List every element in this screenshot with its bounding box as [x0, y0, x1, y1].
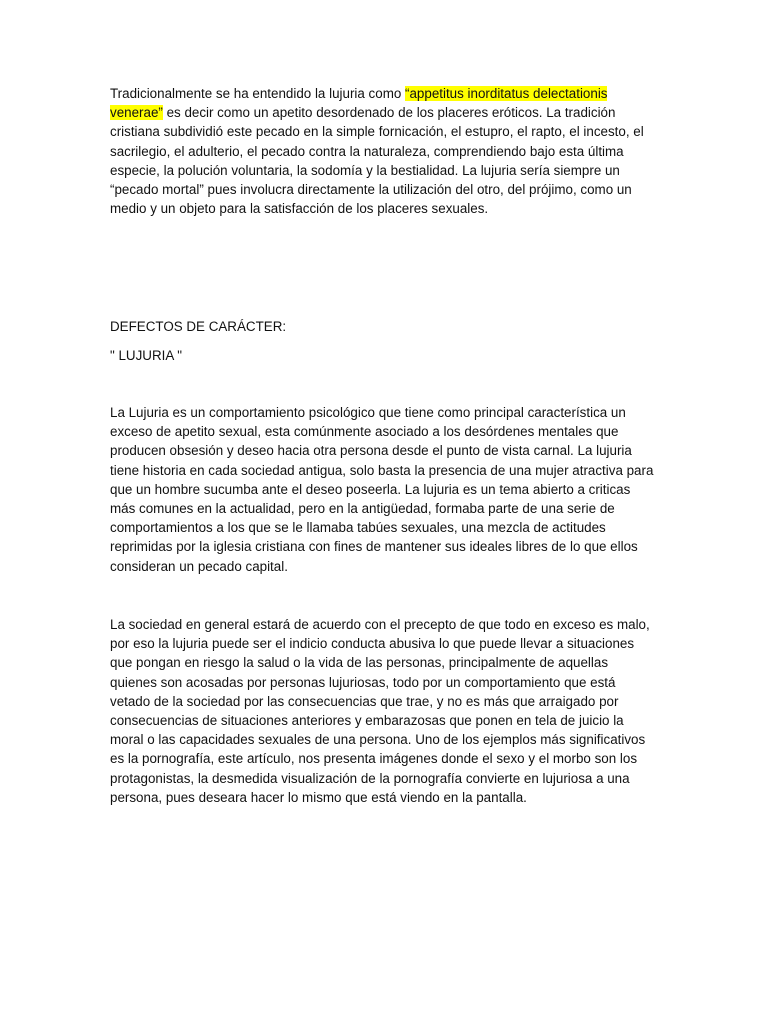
intro-paragraph — [110, 84, 658, 218]
lujuria-definition-paragraph: La Lujuria es un comportamiento psicológico que tiene como principal característica un exceso de apetito sexual, esta comúnmente asociado a los desórdenes mentales que producen obsesión y deseo hacia otra persona desde el punto de vista carnal. La lujuria tiene historia en cada sociedad antigua, solo basta la presencia de una mujer atractiva para que un hombre sucumba ante el deseo poseerla. La lujuria es un tema abierto a criticas más comunes en la actualidad, pero en la antigüedad, formaba parte de una serie de comportamientos a los que se le llamaba tabúes sexuales, una mezcla de actitudes reprimidas por la iglesia cristiana con fines de mantener sus ideales libres de lo que ellos consideran un pecado capital. — [110, 405, 654, 574]
intro-text-after: es decir como un apetito desordenado de los placeres eróticos. La tradición cristiana subdividió este pecado en la simple fornicación, el estupro, el rapto, el incesto, el sacrilegio, el adulterio, el pecado contra la naturaleza, comprendiendo bajo esta última especie, la polución voluntaria, la sodomía y la bestialidad. La lujuria sería siempre un “pecado mortal” pues involucra directamente la utilización del otro, del prójimo, como un medio y un objeto para la satisfacción de los placeres sexuales. — [110, 105, 644, 217]
intro-text-before: Tradicionalmente se ha entendido la lujuria como — [110, 86, 406, 101]
society-paragraph: La sociedad en general estará de acuerdo con el precepto de que todo en exceso es malo, por eso la lujuria puede ser el indicio conducta abusiva lo que puede llevar a situaciones que pongan en riesgo la salud o la vida de las personas, principalmente de aquellas quienes son acosadas por personas lujuriosas, todo por un comportamiento que está vetado de la sociedad por las consecuencias que trae, y no es más que arraigado por consecuencias de situaciones anteriores y embarazosas que ponen en tela de juicio la moral o las capacidades sexuales de una persona. Uno de los ejemplos más significativos es la pornografía, este artículo, nos presenta imágenes donde el sexo y el morbo son los protagonistas, la desmedida visualización de la pornografía convierte en lujuriosa a una persona, pues deseara hacer lo mismo que está viendo en la pantalla. — [110, 617, 650, 805]
section-subheading: " LUJURIA " — [110, 348, 183, 363]
highlighted-quote: “appetitus inorditatus delectationis venerae” — [110, 86, 608, 121]
section-heading: DEFECTOS DE CARÁCTER: — [110, 319, 287, 334]
